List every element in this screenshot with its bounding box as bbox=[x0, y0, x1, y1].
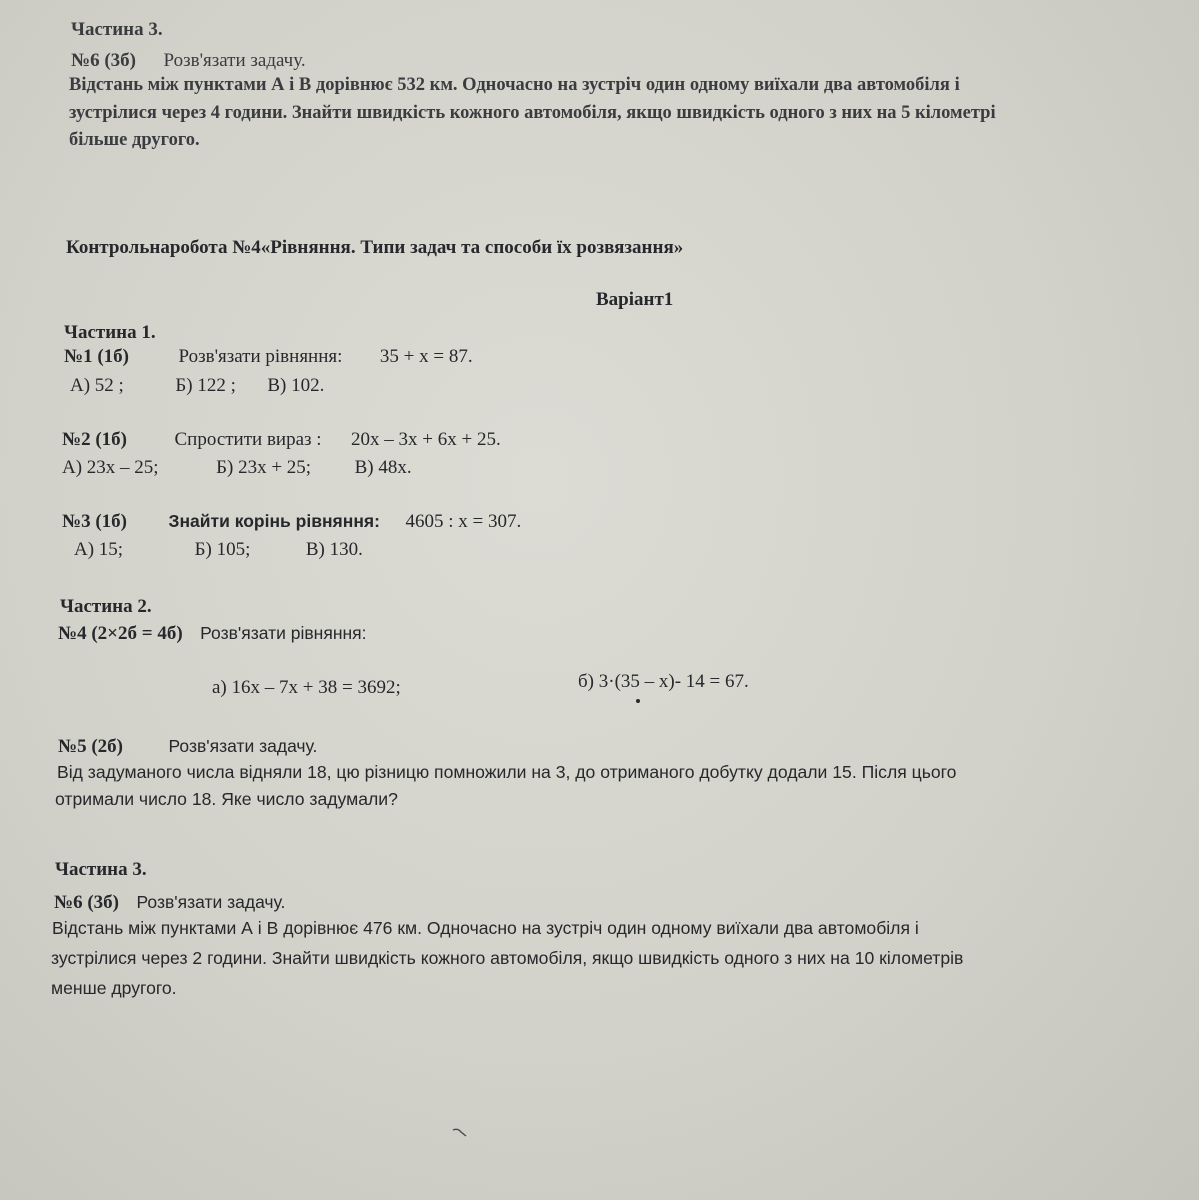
task3-label: Знайти корінь рівняння: bbox=[168, 511, 380, 531]
task1-row bbox=[64, 347, 473, 366]
part2-title: Частина 2. bbox=[60, 596, 152, 617]
task3-row bbox=[62, 512, 521, 531]
top-task-number: №6 (3б) bbox=[71, 50, 136, 71]
pen-dot-mark bbox=[636, 699, 640, 703]
task1-answers bbox=[70, 376, 324, 395]
pencil-scratch-mark bbox=[452, 1128, 468, 1138]
task2-option-c: В) 48x. bbox=[354, 457, 412, 478]
task4-equation-a: а) 16x – 7x + 38 = 3692; bbox=[212, 677, 401, 698]
task1-option-b: Б) 122 ; bbox=[175, 375, 236, 396]
top-task-header bbox=[71, 51, 306, 70]
task6-number: №6 (3б) bbox=[54, 892, 119, 913]
task2-option-a: А) 23x – 25; bbox=[62, 457, 159, 478]
task2-option-b: Б) 23x + 25; bbox=[216, 457, 312, 478]
part1-title: Частина 1. bbox=[64, 322, 156, 343]
task2-row bbox=[62, 430, 501, 449]
variant-label: Варіант1 bbox=[596, 289, 674, 310]
task4-number: №4 (2×2б = 4б) bbox=[58, 623, 183, 644]
task3-option-b: Б) 105; bbox=[194, 539, 251, 560]
task5-number: №5 (2б) bbox=[58, 736, 123, 757]
task6-text-3: менше другого. bbox=[51, 978, 177, 998]
task2-number: №2 (1б) bbox=[62, 429, 127, 450]
task6-text-1: Відстань між пунктами А і В дорівнює 476 км. Одночасно на зустріч один одному виїхали два автомобіля і bbox=[52, 918, 919, 938]
task6-text-2: зустрілися через 2 години. Знайти швидкість кожного автомобіля, якщо швидкість одного з них на 10 кілометрів bbox=[51, 948, 964, 968]
top-task-text-2: зустрілися через 4 години. Знайти швидкість кожного автомобіля, якщо швидкість одного з них на 5 кілометрі bbox=[69, 103, 996, 123]
top-task-text-3: більше другого. bbox=[69, 130, 200, 150]
task3-expression: 4605 : x = 307. bbox=[405, 511, 522, 532]
task1-label: Розв'язати рівняння: bbox=[178, 346, 343, 367]
task4-equation-b: б) 3·(35 – x)- 14 = 67. bbox=[578, 671, 749, 692]
task2-expression: 20x – 3x + 6x + 25. bbox=[351, 429, 501, 450]
test-title: Контрольнаробота №4«Рівняння. Типи задач та способи їх розвязання» bbox=[66, 237, 684, 258]
task3-number: №3 (1б) bbox=[62, 511, 127, 532]
part3-title: Частина 3. bbox=[55, 859, 147, 880]
top-task-label: Розв'язати задачу. bbox=[163, 50, 306, 71]
task1-option-c: В) 102. bbox=[267, 375, 325, 396]
task1-number: №1 (1б) bbox=[64, 346, 129, 367]
task6-row bbox=[54, 893, 285, 912]
task2-answers bbox=[62, 458, 412, 477]
task3-option-c: В) 130. bbox=[305, 539, 363, 560]
task5-text-1: Від задуманого числа відняли 18, цю різницю помножили на 3, до отриманого добутку додали 15. Після цього bbox=[57, 762, 957, 782]
task4-row bbox=[58, 624, 366, 643]
task4-label: Розв'язати рівняння: bbox=[200, 623, 367, 643]
task2-label: Спростити вираз : bbox=[174, 429, 322, 450]
task3-answers bbox=[74, 540, 363, 559]
task5-label: Розв'язати задачу. bbox=[168, 736, 318, 756]
task1-expression: 35 + x = 87. bbox=[379, 346, 473, 367]
task1-option-a: А) 52 ; bbox=[70, 375, 124, 396]
top-section-title: Частина 3. bbox=[71, 19, 163, 40]
task5-text-2: отримали число 18. Яке число задумали? bbox=[55, 789, 398, 809]
task5-row bbox=[58, 737, 317, 756]
task6-label: Розв'язати задачу. bbox=[136, 892, 286, 912]
top-task-text-1: Відстань між пунктами А і В дорівнює 532 км. Одночасно на зустріч один одному виїхали два автомобіля і bbox=[69, 75, 960, 95]
task3-option-a: А) 15; bbox=[74, 539, 124, 560]
